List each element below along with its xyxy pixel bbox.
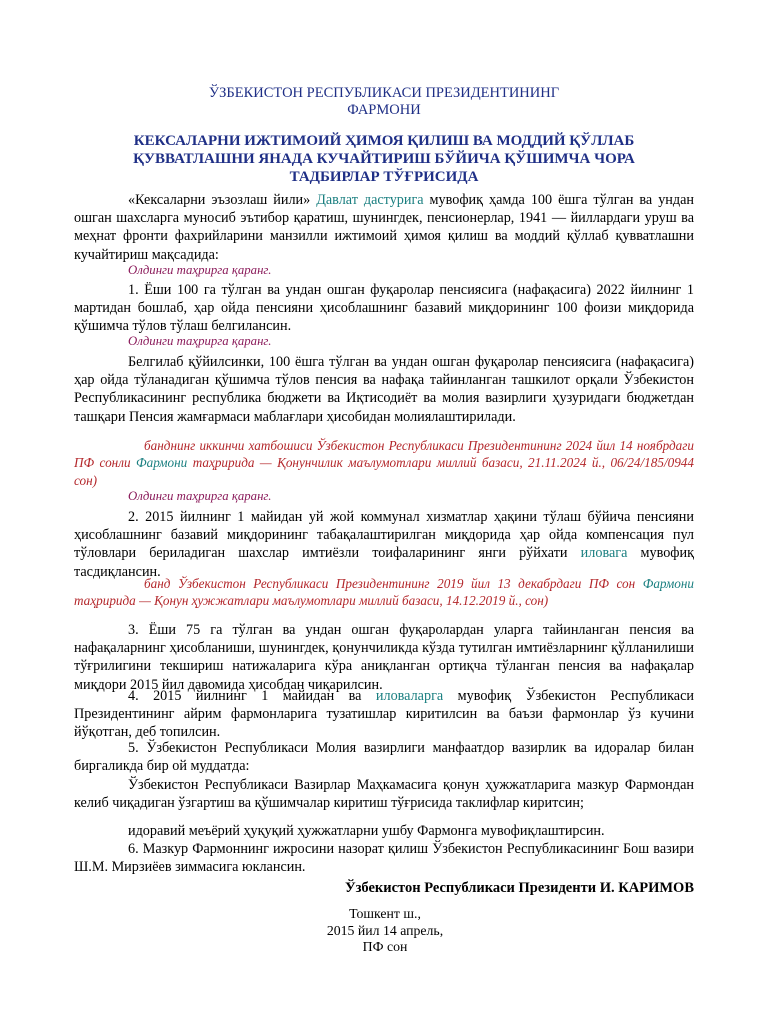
decree-header xyxy=(74,85,694,119)
issue-date: 2015 йил 14 апрель, xyxy=(326,922,444,938)
state-program-link[interactable]: Давлат дастурига xyxy=(316,192,424,208)
appendices-link[interactable]: иловаларга xyxy=(375,688,444,704)
item-5-subitem-a: Ўзбекистон Республикаси Вазирлар Маҳкамасига қонун ҳужжатларига мазкур Фармондан келиб чиқадиган ўзгартиш ва қўшимчалар киритиш тўғрисида таклифлар киритсин; xyxy=(74,777,694,812)
amendment-note-2: банд Ўзбекистон Республикаси Президентининг 2019 йил 13 декабрдаги ПФ сон Фармони таҳририда — Қонун ҳужжатлари маълумотлари миллий базаси, 14.12.2019 й., сон) xyxy=(74,576,694,609)
place-and-date xyxy=(300,906,470,956)
item-2-paragraph: 2. 2015 йилнинг 1 майидан уй жой коммунал хизматлар ҳақини тўлаш бўйича пенсияни ҳисоблашнинг базавий миқдорининг табақалаштирилган миқдорида ҳар ойда компенсация пул тўловлари бериладиган шахслар имтиёзли тоифаларининг янги рўйхати иловага мувофиқ тасдиқлансин. xyxy=(74,509,694,580)
decree-link-2024[interactable]: Фармони xyxy=(136,455,188,471)
prev-edition-link-2[interactable]: Олдинги таҳрирга қаранг. xyxy=(128,334,272,348)
preamble-paragraph: «Кексаларни эъзозлаш йили» Давлат дастурига мувофиқ ҳамда 100 ёшга тўлган ва ундан ошган шахсларга муносиб эътибор қаратиш, шунингдек, пенсионерлар, 1941 — йиллардаги уруш ва меҳнат фронти фахрийларини манзилли ижтимоий ҳимоя қилиш ва моддий қўллаб қувватлашни кучайтириш мақсадида: xyxy=(74,192,694,263)
president-signature: Ўзбекистон Республикаси Президенти И. КАРИМОВ xyxy=(344,880,694,896)
header-line-1: ЎЗБЕКИСТОН РЕСПУБЛИКАСИ ПРЕЗИДЕНТИНИНГ xyxy=(208,85,560,101)
item-1-paragraph: 1. Ёши 100 га тўлган ва ундан ошган фуқаролар пенсиясига (нафақасига) 2022 йилнинг 1 мартидан бошлаб, ҳар ойда пенсияни ҳисоблашнинг базавий миқдорининг 100 фоизи миқдорида қўшимча тўлов тўлаш белгилансин. xyxy=(74,282,694,335)
prev-edition-link-3[interactable]: Олдинги таҳрирга қаранг. xyxy=(128,489,272,503)
item-5-paragraph: 5. Ўзбекистон Республикаси Молия вазирлиги манфаатдор вазирлик ва идоралар билан биргаликда бир ой муддатда: xyxy=(74,740,694,775)
item-5-subitem-b: идоравий меъёрий ҳуқуқий ҳужжатларни ушбу Фармонга мувофиқлаштирсин. xyxy=(128,823,605,839)
title-line-2: ҚУВВАТЛАШНИ ЯНАДА КУЧАЙТИРИШ БЎЙИЧА ҚЎШИМЧА ЧОРА xyxy=(133,151,635,167)
city: Тошкент ш., xyxy=(349,906,421,921)
item-1-second-paragraph: Белгилаб қўйилсинки, 100 ёшга тўлган ва ундан ошган фуқаролар пенсиясига (нафақасига) ҳар ойда тўланадиган қўшимча тўлов пенсия ва нафақа тайинланган ташкилот орқали Ўзбекистон Республикасининг республика бюджети ва Иқтисодиёт ва молия вазирлиги ҳузуридаги бюджетдан ташқари Пенсия жамғармаси маблағлари ҳисобидан молиялаштирилади. xyxy=(74,354,694,425)
appendix-link[interactable]: иловага xyxy=(580,545,628,562)
decree-title xyxy=(74,132,694,186)
item-3-paragraph: 3. Ёши 75 га тўлган ва ундан ошган фуқаролардан уларга тайинланган пенсия ва нафақаларнинг ҳисобланиши, шунингдек, қонунчиликда кўзда тутилган имтиёзларнинг қўлланилиши тўғрилигини текшириш натижаларига кўра аниқланган ортиқча тўланган пенсия ва нафақалар миқдори 2015 йил давомида ҳисобдан чиқарилсин. xyxy=(74,622,694,693)
title-line-3: ТАДБИРЛАР ТЎҒРИСИДА xyxy=(289,169,479,185)
decree-number: ПФ сон xyxy=(362,939,408,954)
header-line-2: ФАРМОНИ xyxy=(347,102,421,118)
amendment-note-1: банднинг иккинчи хатбошиси Ўзбекистон Республикаси Президентининг 2024 йил 14 ноябрдаги ПФ сонли Фармони таҳририда — Қонунчилик маълумотлари миллий базаси, 21.11.2024 й., 06/24/185/0944 сон) xyxy=(74,438,694,488)
decree-link-2019[interactable]: Фармони xyxy=(642,576,694,591)
item-6-paragraph: 6. Мазкур Фармоннинг ижросини назорат қилиш Ўзбекистон Республикасининг Бош вазири Ш.М. Мирзиёев зиммасига юклансин. xyxy=(74,841,694,876)
prev-edition-link-1[interactable]: Олдинги таҳрирга қаранг. xyxy=(128,263,272,277)
item-4-paragraph: 4. 2015 йилнинг 1 майидан ва иловаларга мувофиқ Ўзбекистон Республикаси Президентининг айрим фармонларига тузатишлар киритилсин ва баъзи фармонлар ўз кучини йўқотган, деб топилсин. xyxy=(74,688,694,741)
title-line-1: КЕКСАЛАРНИ ИЖТИМОИЙ ҲИМОЯ ҚИЛИШ ВА МОДДИЙ ҚЎЛЛАБ xyxy=(133,133,635,149)
